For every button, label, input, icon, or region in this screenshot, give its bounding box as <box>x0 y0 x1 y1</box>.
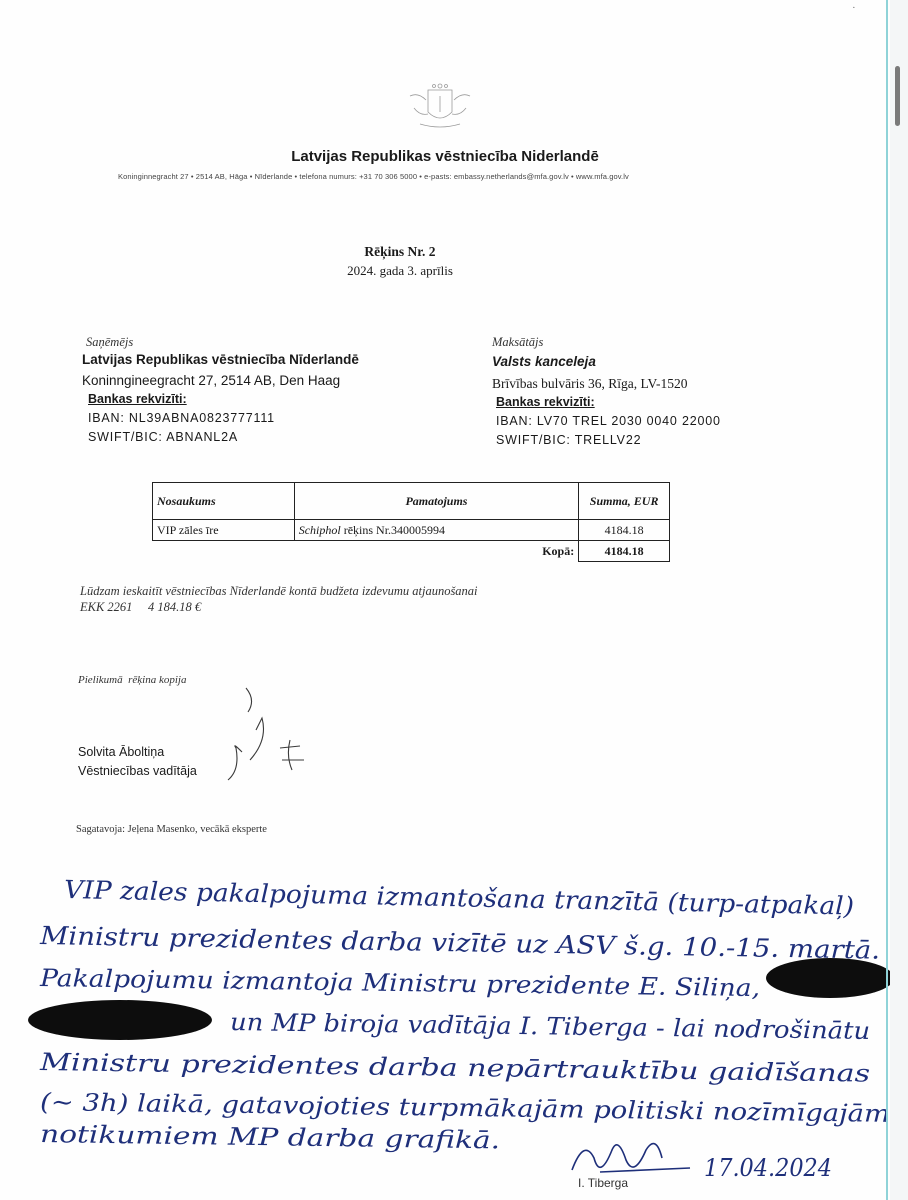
handwritten-line: notikumiem MP darba grafikā. <box>39 1120 413 1154</box>
handwritten-line: (~ 3h) laikā, gatavojoties turpmākajām politiski nozīmīgajām <box>39 1088 784 1127</box>
attachment-note: Pielikumā rēķina kopija <box>78 674 187 686</box>
signer-signature <box>228 688 304 780</box>
receiver-name: Latvijas Republikas vēstniecība Nīderlandē <box>82 352 359 367</box>
header-name: Nosaukums <box>153 483 295 520</box>
handwritten-line: Pakalpojumu izmantoja Ministru prezidente E. Siliņa, <box>39 964 691 1002</box>
header-basis: Pamatojums <box>294 483 579 520</box>
receiver-bank-heading: Bankas rekvizīti: <box>88 392 187 406</box>
invoice-date: 2024. gada 3. aprīlis <box>347 263 453 278</box>
row-amount: 4184.18 <box>579 520 670 541</box>
total-value: 4184.18 <box>579 541 670 562</box>
handwritten-line: VIP zales pakalpojuma izmantošana tranzītā (turp-atpakaļ) <box>63 875 810 920</box>
request-line: Lūdzam ieskaitīt vēstniecības Nīderlandē kontā budžeta izdevumu atjaunošanai <box>80 584 478 598</box>
payer-label: Maksātājs <box>492 335 544 349</box>
institution-title: Latvijas Republikas vēstniecība Niderlandē <box>291 148 599 165</box>
receiver-label: Saņēmējs <box>86 335 134 349</box>
total-label: Kopā: <box>294 541 579 562</box>
signer-position: Vēstniecības vadītāja <box>78 764 197 778</box>
handwritten-signature <box>572 1144 690 1172</box>
handwritten-signature-name: I. Tiberga <box>578 1176 629 1190</box>
row-basis-rest: rēķins Nr.340005994 <box>340 522 446 537</box>
page-edge-line <box>886 0 888 1200</box>
prepared-by: Sagatavoja: Jeļena Masenko, vecākā eksperte <box>76 824 267 835</box>
signer-name: Solvita Āboltiņa <box>78 745 165 759</box>
handwritten-line: Ministru prezidentes darba vizītē uz ASV š.g. 10.-15. martā. <box>39 921 802 964</box>
handwritten-line: un MP biroja vadītāja I. Tiberga - lai nodrošinātu <box>229 1008 826 1045</box>
receiver-swift: SWIFT/BIC: ABNANL2A <box>88 430 238 444</box>
receiver-address: Koninngineegracht 27, 2514 AB, Den Haag <box>82 373 341 388</box>
redaction-mark <box>28 1000 212 1040</box>
row-basis-italic: Schiphol <box>298 522 341 537</box>
payer-address: Brīvības bulvāris 36, Rīga, LV-1520 <box>492 376 688 391</box>
handwritten-date: 17.04.2024 <box>704 1154 832 1182</box>
letterhead-address: Koninginnegracht 27 • 2514 AB, Hāga • Nīderlande • telefona numurs: +31 70 306 5000 • e-pasts: embassy.netherlands@mfa.gov.lv • www.mfa.gov.lv <box>118 172 629 181</box>
handwritten-line: Ministru prezidentes darba nepārtrauktību gaidīšanas <box>39 1048 702 1086</box>
corner-dot: · <box>852 2 856 14</box>
viewer-scroll-track[interactable] <box>890 0 908 1200</box>
scroll-thumb[interactable] <box>895 66 900 126</box>
payer-swift: SWIFT/BIC: TRELLV22 <box>496 433 642 447</box>
ekk-line: EKK 2261 4 184.18 € <box>80 600 202 614</box>
receiver-iban: IBAN: NL39ABNA0823777111 <box>88 411 275 425</box>
payer-iban: IBAN: LV70 TREL 2030 0040 22000 <box>496 414 721 428</box>
row-name: VIP zāles īre <box>153 520 295 541</box>
header-amount: Summa, EUR <box>579 483 670 520</box>
payer-bank-heading: Bankas rekvizīti: <box>496 395 595 409</box>
payer-name: Valsts kanceleja <box>492 354 596 369</box>
invoice-title: Rēķins Nr. 2 <box>364 244 436 259</box>
